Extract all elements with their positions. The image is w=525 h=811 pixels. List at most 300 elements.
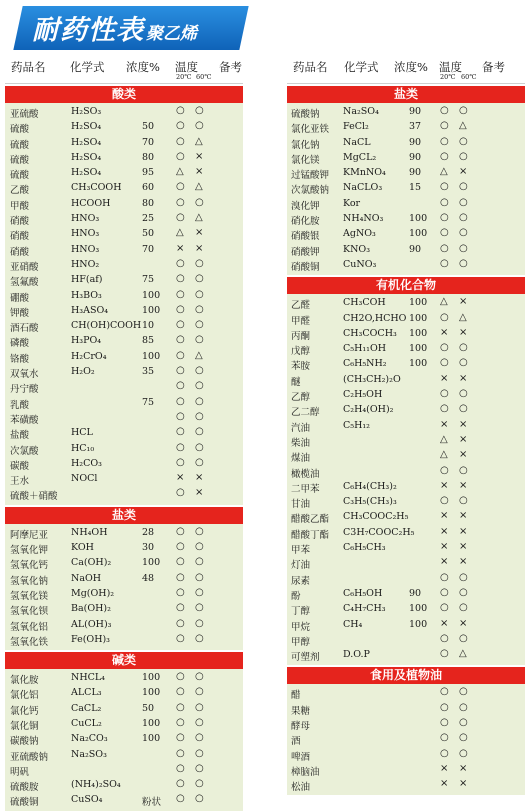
- chemical-formula: AgNO₃: [343, 228, 376, 240]
- chemical-name: 碳酸: [10, 460, 30, 472]
- chemical-name: 丙酮: [291, 330, 311, 342]
- rating-20c: ○: [176, 319, 185, 331]
- rating-20c: ○: [176, 380, 185, 392]
- table-row: [5, 273, 243, 288]
- chemical-formula: CH₃COOC₂H₅: [343, 511, 409, 523]
- table-row: [5, 304, 243, 319]
- chemical-formula: CH₃COOH: [71, 182, 122, 194]
- chemical-name: 乙酸: [10, 185, 30, 197]
- rating-20c: ○: [440, 732, 449, 744]
- chemical-formula: Na₂CO₃: [71, 733, 108, 745]
- rating-60c: ○: [195, 120, 204, 132]
- rating-60c: ○: [459, 464, 468, 476]
- rating-60c: ○: [459, 403, 468, 415]
- chemical-formula: H₂SO₄: [71, 151, 102, 163]
- table-row: [5, 334, 243, 349]
- chemical-formula: C₂H₅OH: [343, 389, 383, 401]
- concentration: 100: [142, 687, 161, 699]
- header-formula: 化学式: [344, 60, 379, 74]
- section-title: 盐类: [5, 507, 243, 524]
- rating-60c: ○: [195, 747, 204, 759]
- chemical-name: 苯磺酸: [10, 414, 39, 426]
- concentration: 80: [142, 197, 155, 209]
- rating-20c: △: [440, 296, 448, 308]
- chemical-name: 硝化胺: [291, 216, 320, 228]
- chemical-formula: H₂SO₄: [71, 167, 102, 179]
- table-row: [287, 357, 525, 372]
- rating-60c: ○: [459, 105, 468, 116]
- chemical-formula: C₄H₇CH₃: [343, 603, 386, 615]
- table-row: [5, 319, 243, 334]
- chemical-formula: HNO₂: [71, 258, 100, 270]
- rating-20c: ×: [176, 242, 185, 254]
- rating-20c: ○: [176, 556, 185, 568]
- rating-60c: ×: [459, 296, 468, 308]
- chemical-name: 亚硫酸钠: [10, 751, 49, 763]
- chemical-name: 氯化镁: [291, 154, 320, 166]
- chemical-name: 氢氧化钠: [10, 575, 49, 587]
- section-rows: [5, 524, 243, 650]
- chemical-name: 丁醇: [291, 606, 311, 618]
- chemical-name: 可塑剂: [291, 652, 320, 664]
- table-row: [5, 120, 243, 135]
- rating-20c: ○: [440, 648, 449, 660]
- rating-20c: ○: [440, 242, 449, 254]
- chemical-formula: CH₃COH: [343, 297, 386, 309]
- chemical-formula: H₂SO₃: [71, 106, 102, 117]
- table-row: [5, 426, 243, 441]
- concentration: 50: [142, 121, 155, 133]
- title-main: 耐药性表: [32, 15, 144, 46]
- concentration: 90: [409, 106, 422, 117]
- table-row: [287, 748, 525, 763]
- chemical-name: 双氧水: [10, 369, 39, 381]
- rating-60c: ○: [195, 426, 204, 438]
- chemical-name: 松油: [291, 782, 311, 794]
- title-sub: 聚乙烯: [146, 24, 197, 44]
- rating-60c: ○: [195, 793, 204, 805]
- chemical-formula: Na₂SO₃: [71, 748, 107, 760]
- rating-60c: ○: [459, 227, 468, 239]
- chemical-name: 乙醇: [291, 392, 311, 404]
- table-row: [5, 411, 243, 426]
- header-conc: 浓度%: [126, 60, 160, 74]
- chemical-formula: MgCL₂: [343, 151, 377, 163]
- rating-20c: ×: [440, 525, 449, 537]
- section-title: 碱类: [5, 652, 243, 669]
- chemical-formula: HNO₃: [71, 243, 100, 255]
- concentration: 95: [142, 167, 155, 179]
- chemical-name: 氯化钙: [10, 705, 39, 717]
- chemical-formula: D.O.P: [343, 649, 370, 661]
- chemical-name: 硝酸银: [291, 231, 320, 243]
- rating-60c: ○: [459, 586, 468, 598]
- rating-60c: ○: [459, 495, 468, 507]
- table-row: [5, 457, 243, 472]
- table-row: [5, 748, 243, 763]
- rating-20c: △: [176, 227, 184, 239]
- rating-60c: ○: [195, 586, 204, 598]
- chemical-name: 硫酸: [10, 154, 30, 166]
- table-row: [287, 465, 525, 480]
- table-row: [287, 480, 525, 495]
- table-row: [287, 541, 525, 556]
- table-row: [287, 258, 525, 273]
- chemical-name: 过锰酸钾: [291, 170, 330, 182]
- concentration: 100: [409, 327, 428, 339]
- rating-20c: ○: [440, 602, 449, 614]
- rating-20c: △: [440, 433, 448, 445]
- chemical-name: 丹宁酸: [10, 384, 39, 396]
- chemical-name: 亚硫酸: [10, 109, 39, 120]
- rating-60c: ○: [195, 273, 204, 285]
- chemical-name: 硫酸: [10, 124, 30, 136]
- rating-20c: ○: [176, 181, 185, 193]
- concentration: 90: [409, 167, 422, 179]
- table-row: [5, 258, 243, 273]
- concentration: 10: [142, 320, 155, 332]
- rating-60c: ○: [459, 242, 468, 254]
- header-t20: 20℃: [176, 73, 192, 81]
- rating-20c: ○: [176, 196, 185, 208]
- chemical-name: 氢氧化铝: [10, 621, 49, 633]
- rating-60c: △: [459, 311, 467, 323]
- chemical-formula: H₃ASO₄: [71, 304, 109, 316]
- concentration: 100: [409, 343, 428, 355]
- rating-60c: ○: [195, 778, 204, 790]
- chemical-name: 酒石酸: [10, 323, 39, 335]
- rating-20c: ○: [176, 487, 185, 499]
- chemical-name: 硝酸铜: [291, 261, 320, 273]
- concentration: 100: [409, 358, 428, 370]
- chemical-formula: CuSO₄: [71, 794, 103, 806]
- concentration: 90: [409, 587, 422, 599]
- rating-20c: ×: [440, 617, 449, 629]
- header-conc: 浓度%: [394, 60, 428, 74]
- rating-20c: ○: [440, 701, 449, 713]
- table-row: [287, 449, 525, 464]
- chemical-formula: Na₂SO₄: [343, 106, 379, 117]
- chemical-name: 甲酸: [10, 200, 30, 212]
- rating-20c: ○: [176, 525, 185, 537]
- rating-60c: ×: [195, 166, 204, 178]
- rating-60c: ○: [459, 257, 468, 269]
- rating-20c: ×: [440, 418, 449, 430]
- table-row: [5, 572, 243, 587]
- rating-20c: ×: [440, 762, 449, 774]
- chemical-name: 王水: [10, 476, 30, 488]
- rating-20c: ○: [440, 586, 449, 598]
- header-note: 备考: [219, 60, 242, 74]
- rating-60c: ○: [459, 181, 468, 193]
- rating-60c: ×: [195, 242, 204, 254]
- chemical-name: 戊醇: [291, 346, 311, 358]
- section-rows: [5, 103, 243, 505]
- rating-20c: ○: [440, 632, 449, 644]
- concentration: 100: [409, 603, 428, 615]
- rating-60c: △: [459, 648, 467, 660]
- table-row: [287, 342, 525, 357]
- chemical-formula: NaCL: [343, 136, 371, 148]
- chemical-formula: NHCL₄: [71, 672, 105, 684]
- rating-20c: ×: [440, 510, 449, 522]
- header-t60: 60℃: [461, 73, 477, 81]
- rating-20c: ○: [176, 456, 185, 468]
- concentration: 35: [142, 366, 155, 378]
- rating-20c: ○: [440, 105, 449, 116]
- chemical-name: 啤酒: [291, 751, 311, 763]
- chemical-formula: CH(OH)COOH: [71, 320, 142, 332]
- chemical-formula: Ba(OH)₂: [71, 603, 111, 615]
- rating-20c: ○: [176, 257, 185, 269]
- chemical-name: 钾酸: [10, 307, 30, 319]
- chemical-formula: CH₄: [343, 618, 363, 630]
- rating-20c: ○: [176, 541, 185, 553]
- rating-20c: ○: [440, 196, 449, 208]
- table-row: [287, 243, 525, 258]
- chemical-formula: H₂SO₄: [71, 121, 102, 133]
- chemical-formula: CuCL₂: [71, 717, 102, 729]
- rating-20c: ○: [440, 571, 449, 583]
- chemical-formula: H₂CO₃: [71, 457, 102, 469]
- rating-60c: ○: [195, 632, 204, 644]
- chemical-formula: KMnNO₄: [343, 167, 386, 179]
- concentration: 100: [409, 228, 428, 240]
- concentration: 50: [142, 228, 155, 240]
- rating-60c: ×: [459, 449, 468, 461]
- rating-20c: ○: [440, 464, 449, 476]
- rating-60c: ×: [459, 326, 468, 338]
- rating-20c: ○: [440, 257, 449, 269]
- chemical-name: 硫酸铜: [10, 797, 39, 809]
- chemical-formula: (NH₄)₂SO₄: [71, 779, 121, 791]
- chemical-formula: Ca(OH)₂: [71, 557, 112, 569]
- chemical-name: 柴油: [291, 437, 311, 449]
- table-row: [5, 442, 243, 457]
- page-title: [32, 8, 197, 48]
- rating-60c: ○: [195, 556, 204, 568]
- chemical-name: 氯化铜: [10, 720, 39, 732]
- rating-60c: ×: [459, 479, 468, 491]
- section-rows: [5, 669, 243, 811]
- rating-20c: ○: [176, 716, 185, 728]
- chemical-name: 次氯酸: [10, 445, 39, 457]
- chemical-name: 氯化胺: [10, 675, 39, 687]
- table-row: [5, 541, 243, 556]
- chemical-formula: FeCl₂: [343, 121, 369, 133]
- rating-20c: △: [440, 449, 448, 461]
- chemical-name: 酚: [291, 590, 301, 602]
- concentration: 48: [142, 572, 155, 584]
- table-row: [5, 763, 243, 778]
- rating-20c: ○: [176, 778, 185, 790]
- rating-60c: ○: [459, 212, 468, 224]
- rating-20c: ○: [440, 495, 449, 507]
- rating-60c: △: [195, 181, 203, 193]
- left-sections: [5, 86, 243, 811]
- table-row: [5, 166, 243, 181]
- concentration: 100: [142, 289, 161, 301]
- chemical-name: 氯化亚铁: [291, 124, 330, 136]
- chemical-name: 甲醇: [291, 636, 311, 648]
- chemical-name: 磷酸: [10, 338, 30, 350]
- table-row: [5, 686, 243, 701]
- table-row: [5, 487, 243, 502]
- table-row: [287, 633, 525, 648]
- rating-20c: ○: [440, 388, 449, 400]
- rating-20c: ×: [440, 556, 449, 568]
- rating-60c: ○: [195, 541, 204, 553]
- rating-20c: ○: [176, 571, 185, 583]
- chemical-formula: C₆H₅CH₃: [343, 542, 386, 554]
- rating-60c: △: [195, 212, 203, 224]
- table-row: [287, 212, 525, 227]
- chemical-formula: C₅H₁₁OH: [343, 343, 387, 355]
- chemical-formula: ALCL₃: [71, 687, 102, 699]
- rating-60c: ○: [459, 196, 468, 208]
- chemical-name: 硫酸＋硝酸: [10, 491, 58, 503]
- chemical-name: 氢氧化钙: [10, 560, 49, 572]
- table-row: [5, 717, 243, 732]
- table-row: [5, 732, 243, 747]
- chemical-formula: HC₁₀: [71, 442, 95, 454]
- rating-20c: ○: [176, 686, 185, 698]
- chemical-name: 醋酸乙酯: [291, 514, 330, 526]
- section-rows: [287, 684, 525, 795]
- rating-20c: ○: [440, 357, 449, 369]
- rating-60c: ×: [195, 472, 204, 484]
- rating-20c: ×: [440, 541, 449, 553]
- rating-60c: ×: [459, 556, 468, 568]
- rating-60c: ○: [195, 105, 204, 116]
- chemical-name: 樟脑油: [291, 766, 320, 778]
- header-formula: 化学式: [70, 60, 105, 74]
- chemical-name: 硝酸: [10, 231, 30, 243]
- rating-60c: ×: [459, 372, 468, 384]
- concentration: 100: [142, 672, 161, 684]
- table-row: [287, 151, 525, 166]
- table-row: [5, 289, 243, 304]
- table-row: [287, 120, 525, 135]
- chemical-name: 明矾: [10, 766, 30, 778]
- rating-60c: ○: [195, 762, 204, 774]
- table-row: [287, 717, 525, 732]
- rating-20c: ○: [440, 135, 449, 147]
- chemical-name: 甲烷: [291, 621, 311, 633]
- chemical-name: 硫酸: [10, 170, 30, 182]
- rating-20c: ○: [440, 311, 449, 323]
- chemical-formula: C₆H₅OH: [343, 587, 383, 599]
- chemical-name: 铬酸: [10, 353, 30, 365]
- header-name: 药品名: [11, 60, 46, 74]
- rating-60c: ×: [195, 227, 204, 239]
- rating-20c: ○: [440, 120, 449, 132]
- concentration: 90: [409, 136, 422, 148]
- chemical-name: 阿摩尼亚: [10, 529, 49, 541]
- chemical-name: 硝酸钾: [291, 246, 320, 258]
- rating-60c: ○: [459, 632, 468, 644]
- rating-60c: ○: [195, 716, 204, 728]
- rating-20c: ○: [176, 602, 185, 614]
- chemical-formula: H₃BO₃: [71, 289, 102, 301]
- chemical-name: 甲苯: [291, 545, 311, 557]
- chemical-formula: C₆H₄(CH₃)₂: [343, 480, 397, 492]
- section-title: 有机化合物: [287, 277, 525, 294]
- rating-20c: ○: [176, 410, 185, 422]
- table-row: [287, 495, 525, 510]
- rating-20c: ○: [176, 586, 185, 598]
- rating-60c: ○: [195, 319, 204, 331]
- chemical-name: 乙醛: [291, 300, 311, 312]
- chemical-formula: NaOH: [71, 572, 102, 584]
- rating-60c: ○: [459, 388, 468, 400]
- chemical-name: 氯化铝: [10, 690, 39, 702]
- concentration: 85: [142, 335, 155, 347]
- right-sections: [287, 86, 525, 795]
- chemical-name: 尿素: [291, 575, 311, 587]
- rating-20c: △: [176, 166, 184, 178]
- chemical-name: 氯化钠: [291, 139, 320, 151]
- rating-60c: ○: [459, 150, 468, 162]
- rating-60c: ○: [195, 365, 204, 377]
- chemical-name: 硫酸钠: [291, 109, 320, 120]
- table-row: [287, 181, 525, 196]
- chemical-formula: HNO₃: [71, 228, 100, 240]
- rating-60c: ○: [195, 671, 204, 683]
- header-divider: [287, 83, 525, 84]
- chemical-formula: Mg(OH)₂: [71, 587, 115, 599]
- chemical-name: 乙二醇: [291, 407, 320, 419]
- rating-60c: ○: [459, 701, 468, 713]
- concentration: 37: [409, 121, 422, 133]
- table-row: [287, 732, 525, 747]
- rating-20c: ○: [176, 762, 185, 774]
- chemical-name: 甲醛: [291, 315, 311, 327]
- chemical-formula: KOH: [71, 542, 94, 554]
- table-row: [5, 618, 243, 633]
- rating-60c: ○: [195, 196, 204, 208]
- section-rows: [287, 294, 525, 665]
- table-row: [5, 793, 243, 808]
- chemical-name: 次氯酸钠: [291, 185, 330, 197]
- rating-20c: ○: [440, 686, 449, 698]
- rating-60c: ×: [459, 778, 468, 790]
- chemical-formula: C₅H₁₂: [343, 419, 370, 431]
- header-divider: [5, 83, 243, 84]
- rating-60c: ○: [195, 701, 204, 713]
- rating-60c: ○: [195, 441, 204, 453]
- rating-60c: ×: [459, 541, 468, 553]
- concentration: 15: [409, 182, 422, 194]
- table-row: [287, 763, 525, 778]
- rating-20c: ○: [176, 793, 185, 805]
- chemical-name: 盐酸: [10, 430, 30, 442]
- chemical-formula: HNO₃: [71, 213, 100, 225]
- section-title: 酸类: [5, 86, 243, 103]
- chemical-formula: Kor: [343, 197, 361, 209]
- rating-20c: ○: [176, 120, 185, 132]
- concentration: 100: [142, 733, 161, 745]
- table-row: [287, 327, 525, 342]
- rating-60c: ○: [195, 602, 204, 614]
- concentration: 80: [142, 151, 155, 163]
- chemical-formula: NOCl: [71, 473, 98, 485]
- table-row: [287, 618, 525, 633]
- chemical-name: 煤油: [291, 453, 311, 465]
- chemical-name: 氢氧化钡: [10, 606, 49, 618]
- header-name: 药品名: [293, 60, 328, 74]
- rating-20c: ○: [176, 701, 185, 713]
